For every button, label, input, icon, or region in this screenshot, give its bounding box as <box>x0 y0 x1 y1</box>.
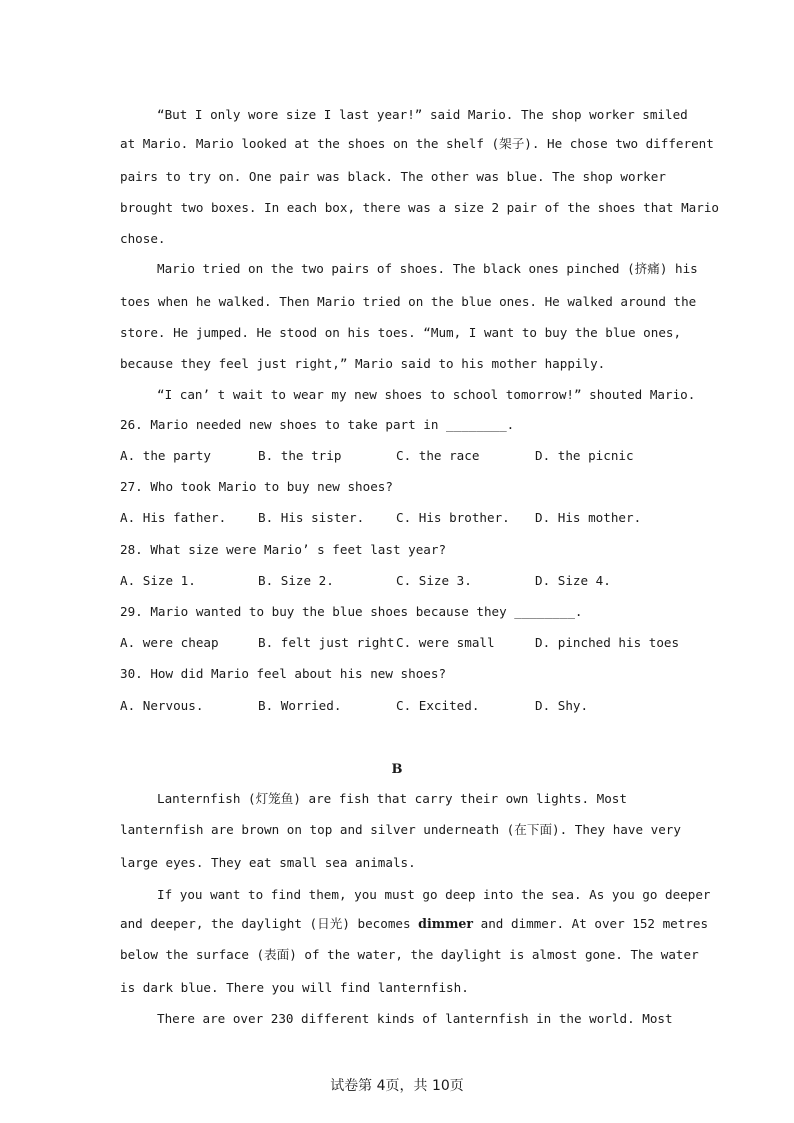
section-b-p2-line-4: is dark blue. There you will find lanternfish. <box>120 980 469 995</box>
page-footer: 试卷第 4页，共 10页 <box>330 1078 464 1094</box>
q26-option-c: C. the race <box>396 448 480 463</box>
section-b-p3-line-1: There are over 230 different kinds of lanternfish in the world. Most <box>157 1011 673 1026</box>
q26-option-a: A. the party <box>120 448 211 463</box>
q30-option-a: A. Nervous. <box>120 698 204 713</box>
passage-a-p1-line-5: chose. <box>120 231 166 246</box>
section-b-p1-line-3: large eyes. They eat small sea animals. <box>120 855 416 870</box>
bold-word-dimmer: dimmer <box>418 916 474 931</box>
section-b-p1-line-2: lanternfish are brown on top and silver underneath (在下面). They have very <box>120 822 681 837</box>
q29-option-c: C. were small <box>396 635 495 650</box>
passage-a-p3-line-1: “I can’ t wait to wear my new shoes to school tomorrow!” shouted Mario. <box>157 387 696 402</box>
passage-a-p1-line-2: at Mario. Mario looked at the shoes on the shelf (架子). He chose two different <box>120 136 714 151</box>
section-b-title: B <box>391 762 403 777</box>
passage-a-p2-line-3: store. He jumped. He stood on his toes. “Mum, I want to buy the blue ones, <box>120 325 682 340</box>
q28-option-b: B. Size 2. <box>258 573 334 588</box>
passage-a-p2-line-1: Mario tried on the two pairs of shoes. The black ones pinched (挤痛) his <box>157 261 698 276</box>
q29-option-a: A. were cheap <box>120 635 219 650</box>
q26-option-b: B. the trip <box>258 448 342 463</box>
q28-option-d: D. Size 4. <box>535 573 611 588</box>
q29-option-d: D. pinched his toes <box>535 635 680 650</box>
section-b-p2-line-3: below the surface (表面) of the water, the daylight is almost gone. The water <box>120 947 699 962</box>
question-28-stem: 28. What size were Mario’ s feet last year? <box>120 542 447 557</box>
passage-a-p1-line-3: pairs to try on. One pair was black. The other was blue. The shop worker <box>120 169 666 184</box>
q27-option-c: C. His brother. <box>396 510 510 525</box>
section-b-p2-line-2 <box>120 916 708 932</box>
passage-a-p1-line-4: brought two boxes. In each box, there was a size 2 pair of the shoes that Mario <box>120 200 719 215</box>
q30-option-b: B. Worried. <box>258 698 342 713</box>
q27-option-a: A. His father. <box>120 510 227 525</box>
q27-option-b: B. His sister. <box>258 510 365 525</box>
q29-option-b: B. felt just right <box>258 635 395 650</box>
passage-a-p2-line-4: because they feel just right,” Mario said to his mother happily. <box>120 356 606 371</box>
question-30-options <box>120 698 589 794</box>
passage-a-p1-line-1: “But I only wore size I last year!” said Mario. The shop worker smiled <box>157 107 688 122</box>
section-b-p2-line-1: If you want to find them, you must go deep into the sea. As you go deeper <box>157 887 711 902</box>
question-30-stem: 30. How did Mario feel about his new shoes? <box>120 666 447 681</box>
q28-option-c: C. Size 3. <box>396 573 472 588</box>
q27-option-d: D. His mother. <box>535 510 642 525</box>
q28-option-a: A. Size 1. <box>120 573 196 588</box>
passage-a-p2-line-2: toes when he walked. Then Mario tried on the blue ones. He walked around the <box>120 294 697 309</box>
q26-option-d: D. the picnic <box>535 448 634 463</box>
question-26-stem: 26. Mario needed new shoes to take part in ________. <box>120 417 515 432</box>
question-29-stem: 29. Mario wanted to buy the blue shoes because they ________. <box>120 604 583 619</box>
section-b-p1-line-1: Lanternfish (灯笼鱼) are fish that carry their own lights. Most <box>157 791 627 806</box>
question-27-stem: 27. Who took Mario to buy new shoes? <box>120 479 393 494</box>
section-b-p2-line-2-pre: and deeper, the daylight (日光) becomes <box>120 916 419 931</box>
section-b-p2-line-2-post: and dimmer. At over 152 metres <box>473 916 709 931</box>
q30-option-c: C. Excited. <box>396 698 480 713</box>
q30-option-d: D. Shy. <box>535 698 589 713</box>
